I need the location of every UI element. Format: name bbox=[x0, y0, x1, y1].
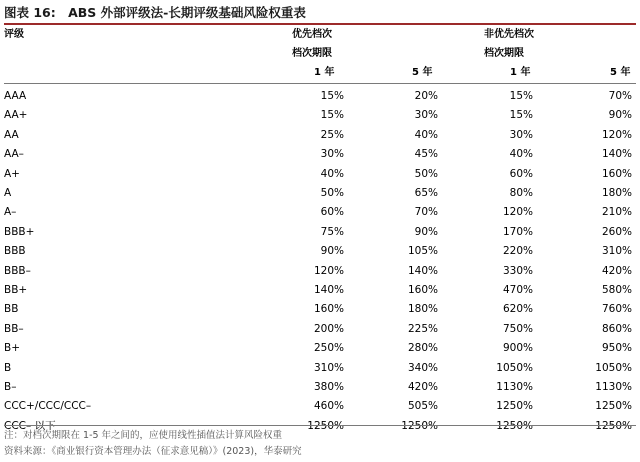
rating-cell: A+ bbox=[4, 167, 20, 180]
senior-5y-cell: 30% bbox=[414, 109, 438, 122]
table-row bbox=[4, 299, 636, 319]
senior-5y-cell: 505% bbox=[407, 400, 438, 413]
rating-cell: BB+ bbox=[4, 284, 28, 296]
rating-cell: AA– bbox=[4, 148, 24, 161]
table-row bbox=[4, 241, 636, 261]
senior-5y-cell: 20% bbox=[414, 90, 438, 102]
rating-cell: B bbox=[4, 361, 12, 374]
senior-5y-cell: 160% bbox=[407, 284, 438, 296]
non-senior-1y-cell: 170% bbox=[502, 225, 533, 238]
senior-5y-cell: 65% bbox=[414, 187, 438, 199]
non-senior-5y-cell: 580% bbox=[601, 284, 632, 296]
rating-cell: AA bbox=[4, 128, 19, 141]
non-senior-1y-cell: 1130% bbox=[496, 381, 533, 393]
non-senior-5y-cell: 420% bbox=[601, 264, 632, 277]
rating-cell: A– bbox=[4, 206, 17, 219]
table-row bbox=[4, 377, 636, 397]
senior-5y-cell: 140% bbox=[407, 264, 438, 277]
non-senior-1y-cell: 15% bbox=[509, 90, 533, 102]
non-senior-1y-cell: 220% bbox=[502, 245, 533, 258]
rating-cell: B+ bbox=[4, 342, 21, 355]
senior-1y-cell: 310% bbox=[313, 361, 344, 374]
figure-title-text: ABS 外部评级法-长期评级基础风险权重表 bbox=[68, 5, 306, 20]
non-senior-1y-cell: 15% bbox=[509, 109, 533, 122]
header-senior-maturity: 档次期限 bbox=[292, 48, 332, 59]
non-senior-5y-cell: 210% bbox=[601, 206, 632, 219]
senior-1y-cell: 15% bbox=[320, 109, 344, 122]
rating-cell: BBB+ bbox=[4, 225, 35, 238]
table-row bbox=[4, 358, 636, 378]
senior-5y-cell: 340% bbox=[407, 361, 438, 374]
senior-5y-cell: 50% bbox=[414, 167, 438, 180]
header-divider bbox=[4, 83, 636, 84]
senior-5y-cell: 45% bbox=[414, 148, 438, 161]
table-row bbox=[4, 280, 636, 300]
header-senior-1y: 1 年 bbox=[314, 67, 335, 78]
non-senior-5y-cell: 180% bbox=[601, 187, 632, 199]
non-senior-1y-cell: 470% bbox=[502, 284, 533, 296]
rating-cell: AAA bbox=[4, 90, 27, 102]
rating-cell: BB– bbox=[4, 322, 24, 335]
table-row bbox=[4, 261, 636, 281]
non-senior-5y-cell: 1050% bbox=[595, 361, 632, 374]
non-senior-5y-cell: 860% bbox=[601, 322, 632, 335]
senior-1y-cell: 25% bbox=[320, 128, 344, 141]
non-senior-1y-cell: 40% bbox=[509, 148, 533, 161]
senior-1y-cell: 200% bbox=[313, 322, 344, 335]
non-senior-1y-cell: 1250% bbox=[496, 400, 533, 413]
table-row bbox=[4, 164, 636, 184]
figure-label: 图表 16: bbox=[4, 5, 56, 20]
table-bottom-rule bbox=[4, 425, 636, 426]
senior-5y-cell: 105% bbox=[407, 245, 438, 258]
non-senior-1y-cell: 1050% bbox=[496, 361, 533, 374]
header-senior-5y: 5 年 bbox=[412, 67, 433, 78]
rating-cell: AA+ bbox=[4, 109, 28, 122]
non-senior-5y-cell: 950% bbox=[601, 342, 632, 355]
senior-1y-cell: 30% bbox=[320, 148, 344, 161]
senior-1y-cell: 250% bbox=[313, 342, 344, 355]
non-senior-5y-cell: 160% bbox=[601, 167, 632, 180]
non-senior-5y-cell: 140% bbox=[601, 148, 632, 161]
non-senior-1y-cell: 80% bbox=[509, 187, 533, 199]
non-senior-5y-cell: 1250% bbox=[595, 400, 632, 413]
non-senior-5y-cell: 310% bbox=[601, 245, 632, 258]
non-senior-1y-cell: 30% bbox=[509, 128, 533, 141]
non-senior-5y-cell: 760% bbox=[601, 303, 632, 316]
senior-1y-cell: 460% bbox=[313, 400, 344, 413]
senior-1y-cell: 15% bbox=[320, 90, 344, 102]
source-note: 资料来源：《商业银行资本管理办法（征求意见稿）》(2023)，华泰研究 bbox=[4, 446, 302, 457]
table-note: 注：对档次期限在 1-5 年之间的，应使用线性插值法计算风险权重 bbox=[4, 430, 283, 441]
non-senior-5y-cell: 1130% bbox=[595, 381, 632, 393]
senior-1y-cell: 380% bbox=[313, 381, 344, 393]
non-senior-1y-cell: 900% bbox=[502, 342, 533, 355]
rating-cell: A bbox=[4, 187, 12, 199]
senior-1y-cell: 40% bbox=[320, 167, 344, 180]
figure-title bbox=[4, 3, 636, 25]
header-senior: 优先档次 bbox=[292, 29, 332, 40]
senior-1y-cell: 50% bbox=[320, 187, 344, 199]
senior-5y-cell: 420% bbox=[407, 381, 438, 393]
rating-cell: B– bbox=[4, 381, 17, 393]
non-senior-5y-cell: 90% bbox=[608, 109, 632, 122]
rating-cell: BB bbox=[4, 303, 19, 316]
senior-5y-cell: 180% bbox=[407, 303, 438, 316]
rating-cell: BBB bbox=[4, 245, 26, 258]
non-senior-1y-cell: 120% bbox=[502, 206, 533, 219]
table-row bbox=[4, 183, 636, 203]
table-row bbox=[4, 319, 636, 339]
table-row bbox=[4, 105, 636, 125]
senior-5y-cell: 225% bbox=[407, 322, 438, 335]
rating-cell: BBB– bbox=[4, 264, 31, 277]
senior-1y-cell: 60% bbox=[320, 206, 344, 219]
non-senior-1y-cell: 750% bbox=[502, 322, 533, 335]
header-non-senior-maturity: 档次期限 bbox=[484, 48, 524, 59]
non-senior-5y-cell: 120% bbox=[601, 128, 632, 141]
non-senior-5y-cell: 70% bbox=[608, 90, 632, 102]
senior-5y-cell: 70% bbox=[414, 206, 438, 219]
senior-1y-cell: 140% bbox=[313, 284, 344, 296]
senior-1y-cell: 120% bbox=[313, 264, 344, 277]
table-row bbox=[4, 86, 636, 106]
senior-5y-cell: 280% bbox=[407, 342, 438, 355]
senior-1y-cell: 90% bbox=[320, 245, 344, 258]
non-senior-1y-cell: 620% bbox=[502, 303, 533, 316]
table-row bbox=[4, 222, 636, 242]
header-non-senior: 非优先档次 bbox=[484, 29, 534, 40]
non-senior-5y-cell: 260% bbox=[601, 225, 632, 238]
non-senior-1y-cell: 60% bbox=[509, 167, 533, 180]
table-row bbox=[4, 396, 636, 416]
senior-1y-cell: 75% bbox=[320, 225, 344, 238]
senior-5y-cell: 90% bbox=[414, 225, 438, 238]
header-rating: 评级 bbox=[4, 29, 24, 40]
senior-5y-cell: 40% bbox=[414, 128, 438, 141]
table-row bbox=[4, 202, 636, 222]
table-row bbox=[4, 144, 636, 164]
senior-1y-cell: 160% bbox=[313, 303, 344, 316]
rating-cell: CCC+/CCC/CCC– bbox=[4, 400, 92, 413]
non-senior-1y-cell: 330% bbox=[502, 264, 533, 277]
table-row bbox=[4, 338, 636, 358]
table-row bbox=[4, 125, 636, 145]
header-non-senior-5y: 5 年 bbox=[610, 67, 631, 78]
header-non-senior-1y: 1 年 bbox=[510, 67, 531, 78]
